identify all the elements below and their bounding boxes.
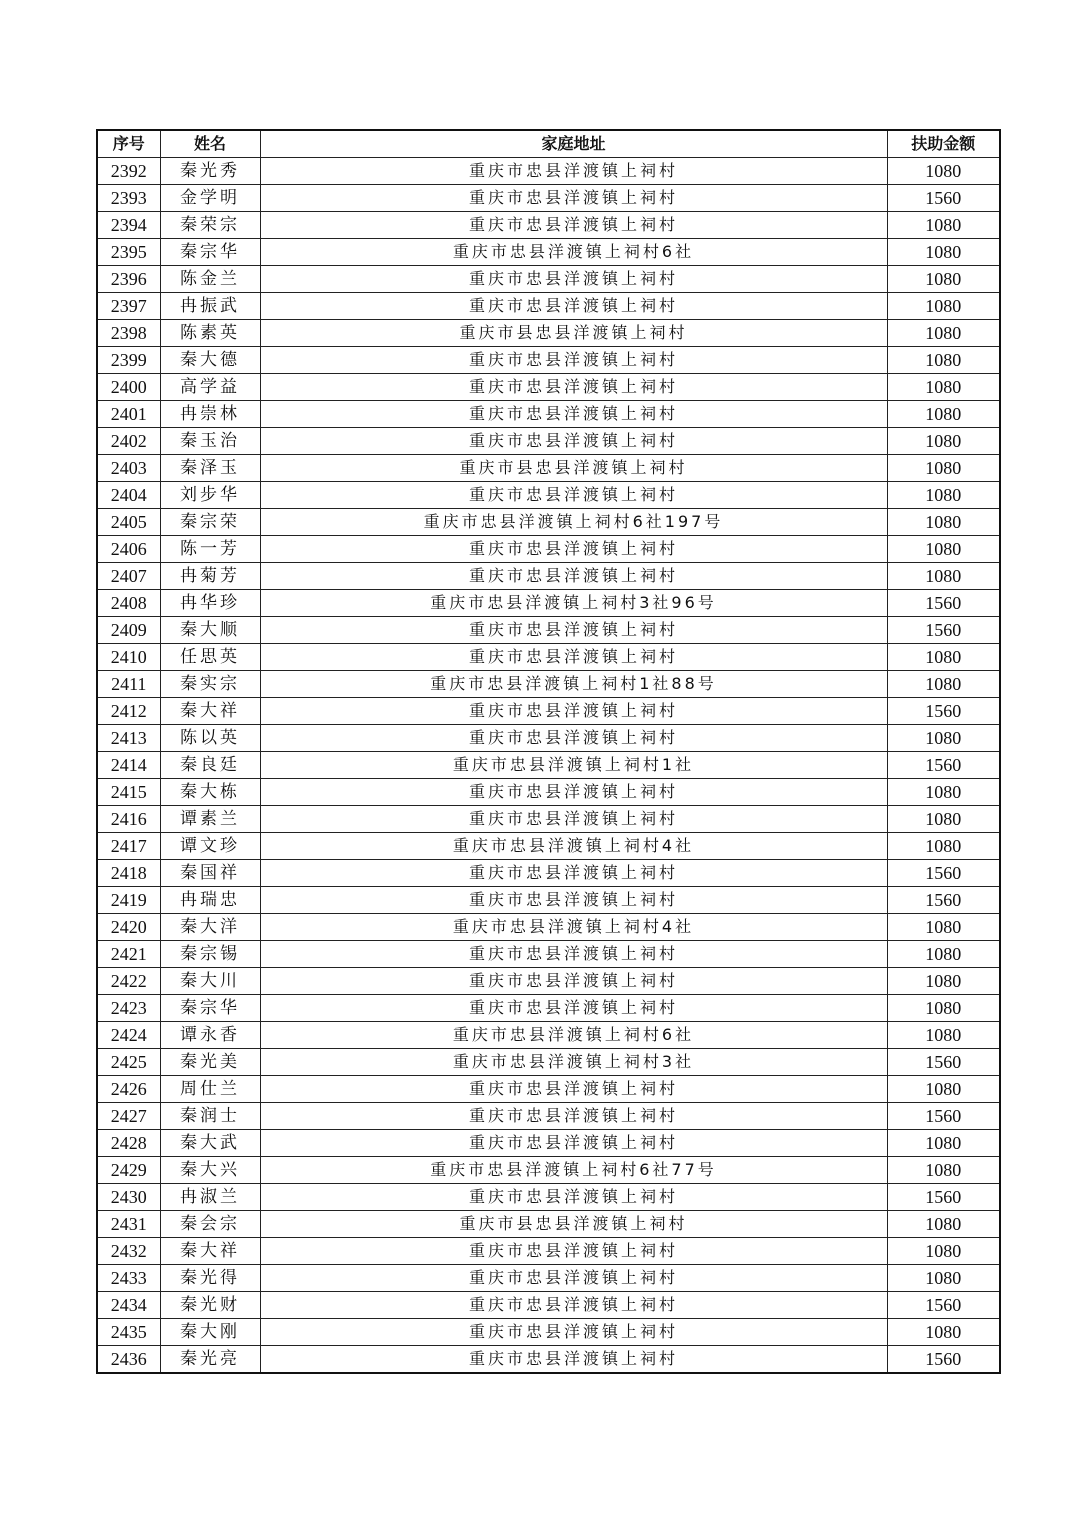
cell-name: 秦大洋	[160, 914, 260, 941]
cell-serial-number: 2422	[97, 968, 160, 995]
cell-name: 金学明	[160, 185, 260, 212]
cell-address: 重庆市忠县洋渡镇上祠村	[260, 266, 887, 293]
table-row	[97, 590, 1000, 617]
cell-address: 重庆市忠县洋渡镇上祠村4社	[260, 833, 887, 860]
cell-address: 重庆市忠县洋渡镇上祠村	[260, 1184, 887, 1211]
cell-amount: 1080	[887, 482, 1000, 509]
cell-address: 重庆市忠县洋渡镇上祠村	[260, 860, 887, 887]
cell-name: 谭素兰	[160, 806, 260, 833]
cell-name: 秦光财	[160, 1292, 260, 1319]
cell-address: 重庆市忠县洋渡镇上祠村	[260, 428, 887, 455]
cell-address: 重庆市忠县洋渡镇上祠村	[260, 1292, 887, 1319]
table-row	[97, 887, 1000, 914]
cell-name: 陈金兰	[160, 266, 260, 293]
table-row	[97, 752, 1000, 779]
cell-serial-number: 2424	[97, 1022, 160, 1049]
cell-amount: 1560	[887, 860, 1000, 887]
cell-address: 重庆市忠县洋渡镇上祠村	[260, 482, 887, 509]
cell-name: 秦光秀	[160, 158, 260, 185]
cell-amount: 1080	[887, 347, 1000, 374]
table-body	[97, 158, 1000, 1374]
cell-amount: 1080	[887, 320, 1000, 347]
table-row	[97, 941, 1000, 968]
cell-name: 秦会宗	[160, 1211, 260, 1238]
cell-name: 冉瑞忠	[160, 887, 260, 914]
cell-amount: 1560	[887, 1049, 1000, 1076]
cell-address: 重庆市忠县洋渡镇上祠村	[260, 374, 887, 401]
cell-name: 周仕兰	[160, 1076, 260, 1103]
table-row	[97, 1103, 1000, 1130]
cell-name: 陈以英	[160, 725, 260, 752]
cell-amount: 1080	[887, 806, 1000, 833]
cell-amount: 1560	[887, 1346, 1000, 1374]
cell-serial-number: 2436	[97, 1346, 160, 1374]
cell-address: 重庆市忠县洋渡镇上祠村1社88号	[260, 671, 887, 698]
cell-name: 秦大德	[160, 347, 260, 374]
cell-name: 任思英	[160, 644, 260, 671]
cell-address: 重庆市忠县洋渡镇上祠村	[260, 1265, 887, 1292]
cell-serial-number: 2392	[97, 158, 160, 185]
cell-address: 重庆市忠县洋渡镇上祠村	[260, 185, 887, 212]
table-row	[97, 1022, 1000, 1049]
table-row	[97, 374, 1000, 401]
table-row	[97, 617, 1000, 644]
cell-serial-number: 2426	[97, 1076, 160, 1103]
cell-serial-number: 2429	[97, 1157, 160, 1184]
cell-amount: 1080	[887, 563, 1000, 590]
cell-serial-number: 2418	[97, 860, 160, 887]
cell-name: 秦大顺	[160, 617, 260, 644]
cell-amount: 1080	[887, 536, 1000, 563]
cell-amount: 1080	[887, 833, 1000, 860]
header-serial-number: 序号	[97, 130, 160, 158]
table-row	[97, 1292, 1000, 1319]
table-row	[97, 671, 1000, 698]
cell-serial-number: 2398	[97, 320, 160, 347]
cell-name: 秦荣宗	[160, 212, 260, 239]
cell-name: 秦光得	[160, 1265, 260, 1292]
cell-serial-number: 2423	[97, 995, 160, 1022]
cell-amount: 1560	[887, 617, 1000, 644]
cell-amount: 1560	[887, 590, 1000, 617]
cell-name: 秦宗锡	[160, 941, 260, 968]
cell-address: 重庆市忠县洋渡镇上祠村3社96号	[260, 590, 887, 617]
cell-serial-number: 2420	[97, 914, 160, 941]
cell-serial-number: 2435	[97, 1319, 160, 1346]
cell-amount: 1080	[887, 995, 1000, 1022]
cell-name: 秦大兴	[160, 1157, 260, 1184]
header-home-address: 家庭地址	[260, 130, 887, 158]
header-aid-amount: 扶助金额	[887, 130, 1000, 158]
cell-name: 秦大川	[160, 968, 260, 995]
cell-address: 重庆市忠县洋渡镇上祠村	[260, 536, 887, 563]
cell-address: 重庆市忠县洋渡镇上祠村3社	[260, 1049, 887, 1076]
table-header-row	[97, 130, 1000, 158]
cell-address: 重庆市忠县洋渡镇上祠村	[260, 1076, 887, 1103]
cell-name: 冉华珍	[160, 590, 260, 617]
table-row	[97, 185, 1000, 212]
cell-amount: 1080	[887, 968, 1000, 995]
cell-amount: 1080	[887, 509, 1000, 536]
cell-serial-number: 2400	[97, 374, 160, 401]
cell-serial-number: 2411	[97, 671, 160, 698]
cell-serial-number: 2410	[97, 644, 160, 671]
cell-serial-number: 2406	[97, 536, 160, 563]
cell-serial-number: 2415	[97, 779, 160, 806]
cell-serial-number: 2404	[97, 482, 160, 509]
table-row	[97, 644, 1000, 671]
table-row	[97, 509, 1000, 536]
cell-name: 谭永香	[160, 1022, 260, 1049]
cell-amount: 1080	[887, 293, 1000, 320]
table-row	[97, 1130, 1000, 1157]
cell-address: 重庆市忠县洋渡镇上祠村	[260, 1238, 887, 1265]
cell-address: 重庆市忠县洋渡镇上祠村	[260, 563, 887, 590]
cell-address: 重庆市忠县洋渡镇上祠村6社197号	[260, 509, 887, 536]
cell-address: 重庆市忠县洋渡镇上祠村	[260, 158, 887, 185]
cell-address: 重庆市忠县洋渡镇上祠村6社77号	[260, 1157, 887, 1184]
cell-name: 秦大祥	[160, 1238, 260, 1265]
cell-serial-number: 2421	[97, 941, 160, 968]
cell-serial-number: 2409	[97, 617, 160, 644]
cell-serial-number: 2425	[97, 1049, 160, 1076]
cell-address: 重庆市忠县洋渡镇上祠村4社	[260, 914, 887, 941]
cell-serial-number: 2417	[97, 833, 160, 860]
cell-amount: 1080	[887, 1022, 1000, 1049]
table-row	[97, 212, 1000, 239]
cell-amount: 1560	[887, 752, 1000, 779]
table-row	[97, 968, 1000, 995]
cell-serial-number: 2433	[97, 1265, 160, 1292]
cell-amount: 1560	[887, 698, 1000, 725]
cell-serial-number: 2427	[97, 1103, 160, 1130]
cell-serial-number: 2403	[97, 455, 160, 482]
table-row	[97, 1319, 1000, 1346]
cell-address: 重庆市县忠县洋渡镇上祠村	[260, 320, 887, 347]
table-row	[97, 239, 1000, 266]
cell-serial-number: 2428	[97, 1130, 160, 1157]
cell-amount: 1080	[887, 1130, 1000, 1157]
cell-amount: 1080	[887, 779, 1000, 806]
cell-address: 重庆市忠县洋渡镇上祠村1社	[260, 752, 887, 779]
cell-serial-number: 2408	[97, 590, 160, 617]
cell-serial-number: 2401	[97, 401, 160, 428]
cell-serial-number: 2407	[97, 563, 160, 590]
cell-serial-number: 2414	[97, 752, 160, 779]
cell-name: 冉崇林	[160, 401, 260, 428]
cell-amount: 1080	[887, 644, 1000, 671]
cell-address: 重庆市县忠县洋渡镇上祠村	[260, 1211, 887, 1238]
cell-name: 秦大刚	[160, 1319, 260, 1346]
table-row	[97, 266, 1000, 293]
cell-amount: 1080	[887, 941, 1000, 968]
cell-name: 秦实宗	[160, 671, 260, 698]
table-row	[97, 914, 1000, 941]
cell-serial-number: 2399	[97, 347, 160, 374]
table-row	[97, 428, 1000, 455]
cell-serial-number: 2431	[97, 1211, 160, 1238]
cell-address: 重庆市忠县洋渡镇上祠村	[260, 968, 887, 995]
cell-amount: 1080	[887, 158, 1000, 185]
cell-name: 秦大武	[160, 1130, 260, 1157]
cell-amount: 1560	[887, 1103, 1000, 1130]
table-row	[97, 1265, 1000, 1292]
table-row	[97, 482, 1000, 509]
cell-name: 秦大栋	[160, 779, 260, 806]
cell-address: 重庆市忠县洋渡镇上祠村	[260, 293, 887, 320]
cell-amount: 1080	[887, 1319, 1000, 1346]
cell-address: 重庆市忠县洋渡镇上祠村	[260, 779, 887, 806]
cell-name: 秦玉治	[160, 428, 260, 455]
cell-address: 重庆市忠县洋渡镇上祠村	[260, 806, 887, 833]
table-row	[97, 1157, 1000, 1184]
cell-amount: 1080	[887, 374, 1000, 401]
cell-amount: 1080	[887, 455, 1000, 482]
cell-serial-number: 2402	[97, 428, 160, 455]
cell-amount: 1080	[887, 1265, 1000, 1292]
table-row	[97, 833, 1000, 860]
cell-name: 高学益	[160, 374, 260, 401]
cell-name: 谭文珍	[160, 833, 260, 860]
cell-address: 重庆市忠县洋渡镇上祠村	[260, 1346, 887, 1374]
cell-amount: 1080	[887, 725, 1000, 752]
cell-address: 重庆市忠县洋渡镇上祠村	[260, 1130, 887, 1157]
cell-amount: 1080	[887, 1076, 1000, 1103]
cell-serial-number: 2430	[97, 1184, 160, 1211]
cell-amount: 1560	[887, 1184, 1000, 1211]
table-row	[97, 1076, 1000, 1103]
cell-amount: 1560	[887, 1292, 1000, 1319]
table-row	[97, 1238, 1000, 1265]
cell-address: 重庆市忠县洋渡镇上祠村6社	[260, 1022, 887, 1049]
cell-serial-number: 2405	[97, 509, 160, 536]
cell-address: 重庆市忠县洋渡镇上祠村	[260, 725, 887, 752]
table-row	[97, 779, 1000, 806]
cell-serial-number: 2419	[97, 887, 160, 914]
cell-serial-number: 2432	[97, 1238, 160, 1265]
table-row	[97, 1049, 1000, 1076]
cell-name: 秦宗华	[160, 995, 260, 1022]
cell-serial-number: 2393	[97, 185, 160, 212]
table-row	[97, 536, 1000, 563]
cell-address: 重庆市忠县洋渡镇上祠村	[260, 1103, 887, 1130]
cell-name: 秦良廷	[160, 752, 260, 779]
cell-address: 重庆市忠县洋渡镇上祠村	[260, 995, 887, 1022]
header-name: 姓名	[160, 130, 260, 158]
cell-address: 重庆市忠县洋渡镇上祠村	[260, 1319, 887, 1346]
table-row	[97, 563, 1000, 590]
cell-amount: 1080	[887, 1211, 1000, 1238]
cell-address: 重庆市忠县洋渡镇上祠村	[260, 212, 887, 239]
table-row	[97, 995, 1000, 1022]
cell-serial-number: 2434	[97, 1292, 160, 1319]
table-row	[97, 401, 1000, 428]
cell-name: 秦大祥	[160, 698, 260, 725]
cell-serial-number: 2397	[97, 293, 160, 320]
cell-name: 秦宗荣	[160, 509, 260, 536]
aid-recipient-table	[96, 129, 1001, 1374]
table-row	[97, 320, 1000, 347]
cell-amount: 1080	[887, 1238, 1000, 1265]
table-row	[97, 725, 1000, 752]
table-row	[97, 158, 1000, 185]
table-row	[97, 860, 1000, 887]
cell-name: 冉振武	[160, 293, 260, 320]
cell-name: 秦光美	[160, 1049, 260, 1076]
cell-address: 重庆市忠县洋渡镇上祠村	[260, 698, 887, 725]
cell-amount: 1080	[887, 1157, 1000, 1184]
cell-serial-number: 2394	[97, 212, 160, 239]
cell-amount: 1080	[887, 428, 1000, 455]
cell-serial-number: 2412	[97, 698, 160, 725]
table-row	[97, 806, 1000, 833]
cell-address: 重庆市忠县洋渡镇上祠村	[260, 347, 887, 374]
cell-address: 重庆市忠县洋渡镇上祠村6社	[260, 239, 887, 266]
table-row	[97, 1211, 1000, 1238]
cell-amount: 1080	[887, 914, 1000, 941]
table-row	[97, 698, 1000, 725]
cell-address: 重庆市忠县洋渡镇上祠村	[260, 941, 887, 968]
cell-amount: 1080	[887, 239, 1000, 266]
table-row	[97, 293, 1000, 320]
table-row	[97, 347, 1000, 374]
cell-name: 秦润士	[160, 1103, 260, 1130]
cell-serial-number: 2396	[97, 266, 160, 293]
cell-address: 重庆市忠县洋渡镇上祠村	[260, 644, 887, 671]
cell-amount: 1080	[887, 212, 1000, 239]
cell-name: 秦宗华	[160, 239, 260, 266]
table-row	[97, 1346, 1000, 1374]
cell-name: 冉菊芳	[160, 563, 260, 590]
cell-amount: 1080	[887, 671, 1000, 698]
cell-amount: 1080	[887, 401, 1000, 428]
cell-name: 秦泽玉	[160, 455, 260, 482]
cell-name: 陈素英	[160, 320, 260, 347]
cell-name: 刘步华	[160, 482, 260, 509]
cell-amount: 1080	[887, 266, 1000, 293]
cell-amount: 1560	[887, 185, 1000, 212]
cell-address: 重庆市忠县洋渡镇上祠村	[260, 401, 887, 428]
cell-name: 冉淑兰	[160, 1184, 260, 1211]
cell-serial-number: 2416	[97, 806, 160, 833]
cell-serial-number: 2395	[97, 239, 160, 266]
cell-serial-number: 2413	[97, 725, 160, 752]
cell-address: 重庆市忠县洋渡镇上祠村	[260, 887, 887, 914]
cell-amount: 1560	[887, 887, 1000, 914]
table-row	[97, 1184, 1000, 1211]
cell-address: 重庆市县忠县洋渡镇上祠村	[260, 455, 887, 482]
cell-address: 重庆市忠县洋渡镇上祠村	[260, 617, 887, 644]
table-row	[97, 455, 1000, 482]
cell-name: 秦光亮	[160, 1346, 260, 1374]
cell-name: 秦国祥	[160, 860, 260, 887]
cell-name: 陈一芳	[160, 536, 260, 563]
